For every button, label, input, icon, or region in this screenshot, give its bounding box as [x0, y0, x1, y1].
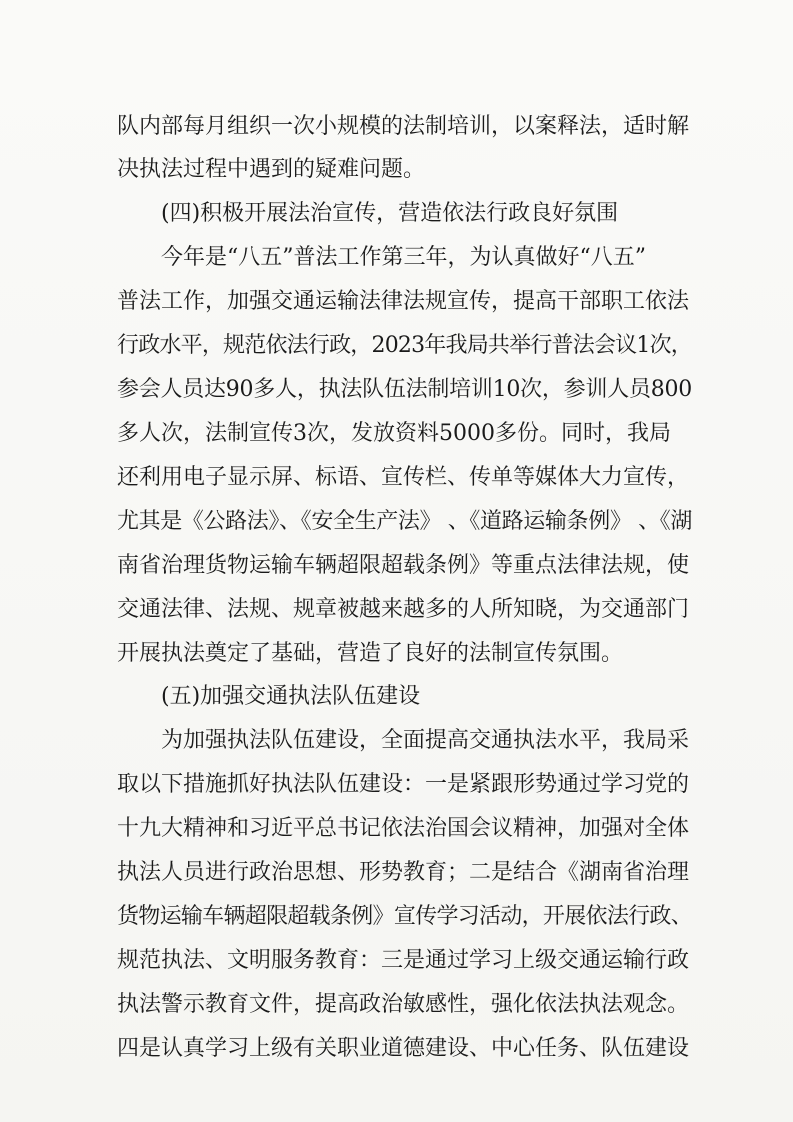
paragraph-line: 取以下措施抓好执法队伍建设：一是紧跟形势通过学习党的	[117, 772, 690, 797]
paragraph-line: 普法工作，加强交通运输法律法规宣传，提高干部职工依法	[117, 289, 690, 314]
section-heading-4: (四)积极开展法治宣传，营造依法行政良好氛围	[161, 201, 619, 226]
paragraph-line: 规范执法、文明服务教育：三是通过学习上级交通运输行政	[117, 948, 690, 973]
paragraph-line: 尤其是《公路法》、《安全生产法》 、《道路运输条例》 、《湖	[117, 509, 692, 534]
paragraph-line: 货物运输车辆超限超载条例》宣传学习活动，开展依法行政、	[117, 904, 693, 929]
paragraph-line: 还利用电子显示屏、标语、宣传栏、传单等媒体大力宣传，	[117, 465, 690, 490]
paragraph-line: 为加强执法队伍建设，全面提高交通执法水平，我局采	[161, 728, 690, 753]
paragraph-line: 执法警示教育文件，提高政治敏感性，强化依法执法观念。	[117, 992, 690, 1017]
paragraph-line: 开展执法奠定了基础，营造了良好的法制宣传氛围。	[117, 641, 624, 666]
paragraph-line: 参会人员达90多人，执法队伍法制培训10次，参训人员800	[117, 377, 692, 402]
section-heading-5: (五)加强交通执法队伍建设	[161, 684, 421, 709]
paragraph-line: 多人次，法制宣传3次，发放资料5000多份。同时，我局	[117, 421, 671, 446]
paragraph-line: 决执法过程中遇到的疑难问题。	[117, 157, 426, 182]
paragraph-line: 四是认真学习上级有关职业道德建设、中心任务、队伍建设	[117, 1036, 690, 1061]
paragraph-line: 交通法律、法规、规章被越来越多的人所知晓，为交通部门	[117, 597, 690, 622]
paragraph-line: 执法人员进行政治思想、形势教育；二是结合《湖南省治理	[117, 860, 690, 885]
paragraph-line: 今年是“八五”普法工作第三年，为认真做好“八五”	[161, 245, 646, 270]
paragraph-line: 南省治理货物运输车辆超限超载条例》等重点法律法规，使	[117, 553, 690, 578]
paragraph-line: 队内部每月组织一次小规模的法制培训，以案释法，适时解	[117, 114, 690, 139]
paragraph-line: 行政水平，规范依法行政，2023年我局共举行普法会议1次，	[117, 333, 692, 358]
paragraph-line: 十九大精神和习近平总书记依法治国会议精神，加强对全体	[117, 816, 690, 841]
